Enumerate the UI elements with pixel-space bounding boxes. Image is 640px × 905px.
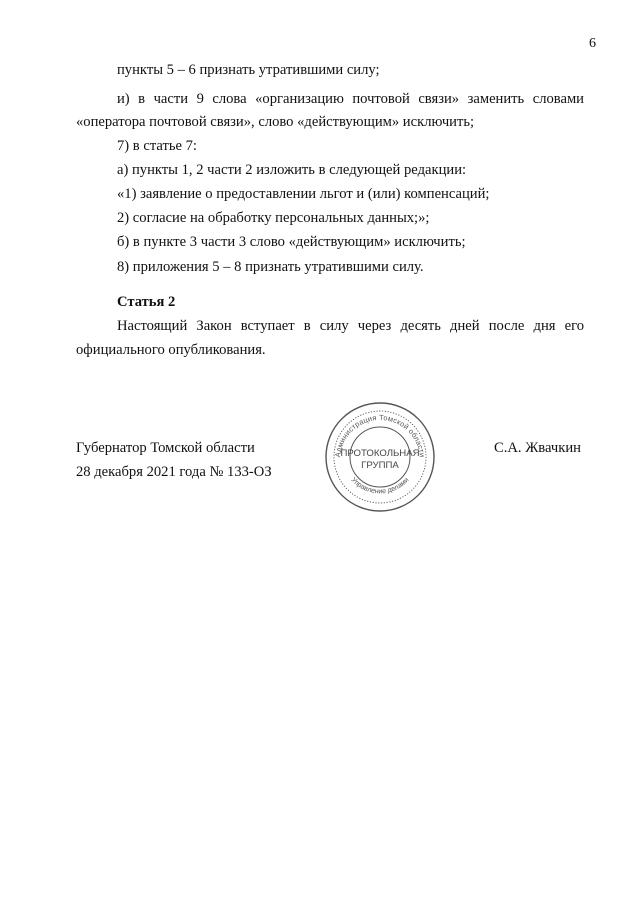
svg-text:Администрация Томской области: Администрация Томской области	[333, 412, 427, 458]
paragraph-7: б) в пункте 3 части 3 слово «действующим» исключить;	[117, 234, 466, 250]
article-text-line2: официального опубликования.	[76, 342, 266, 358]
signature-position: Губернатор Томской области	[76, 440, 255, 456]
protocol-stamp	[323, 400, 437, 514]
paragraph-2-line2: «оператора почтовой связи», слово «действующим» исключить;	[76, 114, 475, 130]
paragraph-4: а) пункты 1, 2 части 2 изложить в следующей редакции:	[117, 162, 467, 178]
paragraph-2-line1: и) в части 9 слова «организацию почтовой связи» заменить словами	[117, 91, 584, 107]
paragraph-6: 2) согласие на обработку персональных данных;»;	[117, 210, 430, 226]
article-text-line1: Настоящий Закон вступает в силу через десять дней после дня его	[117, 318, 584, 334]
page-number: 6	[589, 36, 596, 51]
paragraph-8: 8) приложения 5 – 8 признать утратившими силу.	[117, 259, 424, 275]
signature-name: С.А. Жвачкин	[494, 440, 581, 456]
svg-text:Управление делами: Управление делами	[349, 476, 411, 496]
signature-date-number: 28 декабря 2021 года № 133-ОЗ	[76, 464, 272, 480]
paragraph-5: «1) заявление о предоставлении льгот и (или) компенсаций;	[117, 186, 490, 202]
paragraph-1: пункты 5 – 6 признать утратившими силу;	[117, 62, 380, 78]
article-heading: Статья 2	[117, 294, 176, 310]
svg-text:ПРОТОКОЛЬНАЯ: ПРОТОКОЛЬНАЯ	[340, 448, 420, 459]
paragraph-3: 7) в статье 7:	[117, 138, 197, 154]
svg-text:ГРУППА: ГРУППА	[361, 460, 399, 471]
